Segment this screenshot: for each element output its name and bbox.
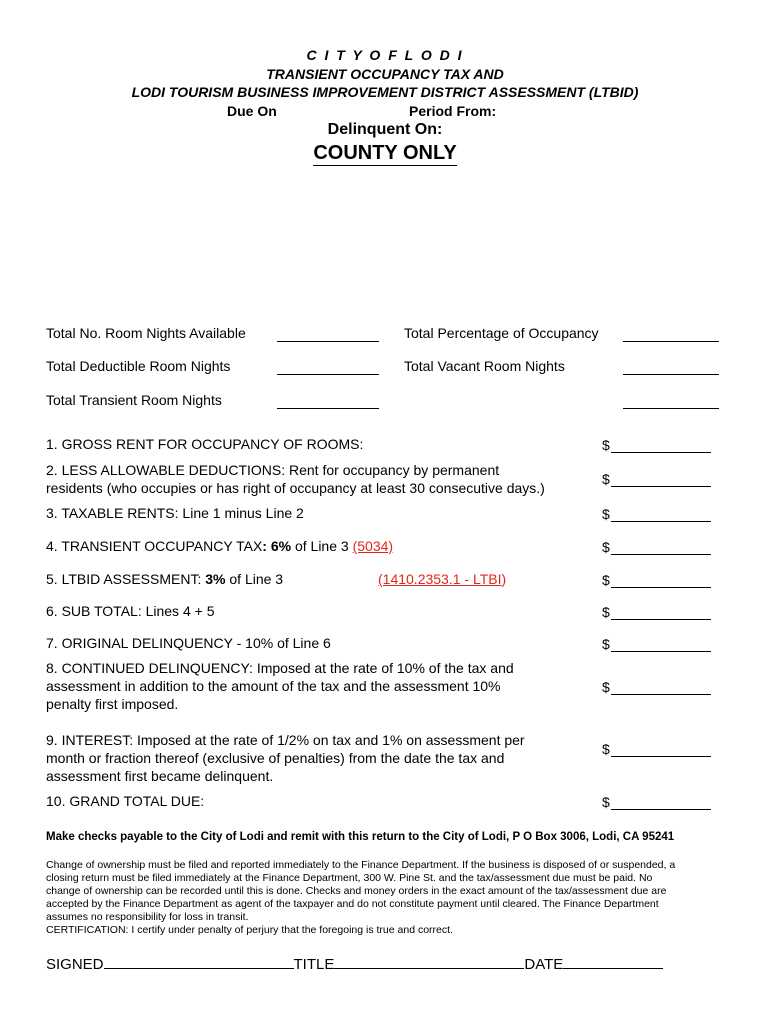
signed-label: SIGNED [46,956,104,973]
line-5-post: of Line 3 [225,571,284,587]
date-field[interactable] [563,954,663,969]
delinquent-on-label: Delinquent On: [327,121,443,138]
dollar-sign: $ [602,471,610,487]
notice-line-3: change of ownership can be recorded until this is done. Checks and money orders in the exact amount of the tax/assessment due are [46,885,667,897]
ownership-notice [46,859,726,937]
dollar-sign: $ [602,604,610,620]
line-7-label: 7. ORIGINAL DELINQUENCY - 10% of Line 6 [46,635,331,651]
line-4-post: of Line 3 [291,538,353,554]
line-3-label: 3. TAXABLE RENTS: Line 1 minus Line 2 [46,505,304,521]
notice-line-5: assumes no responsibility for loss in transit. [46,911,249,923]
line-5-pre: 5. LTBID ASSESSMENT: [46,571,206,587]
line-4-amount[interactable] [602,539,711,555]
line-1-amount[interactable] [602,437,711,453]
county-only-text: COUNTY ONLY [313,142,457,164]
line-9-label [46,731,525,785]
line-2-label [46,461,545,497]
transient-nights-label: Total Transient Room Nights [46,392,222,408]
line-8c-text: penalty first imposed. [46,696,179,712]
line-2-amount[interactable] [602,471,711,487]
pct-occupancy-label: Total Percentage of Occupancy [404,325,599,341]
line-5-label [46,570,283,588]
line-4-rate: : 6% [262,538,292,554]
signed-field[interactable] [104,954,294,969]
line-8a-text: 8. CONTINUED DELINQUENCY: Imposed at the rate of 10% of the tax and [46,660,514,676]
line-4-pre: 4. TRANSIENT OCCUPANCY TAX [46,538,263,554]
line-10-amount[interactable] [602,794,711,810]
deductible-nights-label: Total Deductible Room Nights [46,358,231,374]
line-8b-text: assessment in addition to the amount of the tax and the assessment 10% [46,678,501,694]
title-label: TITLE [293,956,335,973]
line-8-amount[interactable] [602,679,711,695]
transient-nights-field[interactable] [277,408,379,409]
dollar-sign: $ [602,679,610,695]
room-nights-available-label: Total No. Room Nights Available [46,325,246,341]
signature-row [46,954,663,973]
line-3-amount[interactable] [602,506,711,522]
line-8-label [46,659,514,713]
line-6-label: 6. SUB TOTAL: Lines 4 + 5 [46,603,215,619]
line-5-rate: 3% [205,571,226,587]
dollar-sign: $ [602,741,610,757]
certification: CERTIFICATION: I certify under penalty of perjury that the foregoing is true and correct. [46,924,453,936]
extra-field[interactable] [623,408,719,409]
line-5-amount[interactable] [602,572,711,588]
line-6-amount[interactable] [602,604,711,620]
notice-line-1: Change of ownership must be filed and reported immediately to the Finance Department. If the business is disposed of or suspended, a [46,859,676,871]
vacant-nights-field[interactable] [623,374,719,375]
line-9b-text: month or fraction thereof (exclusive of penalties) from the date the tax and [46,750,505,766]
line-5-code-text: (1410.2353.1 - LTBI [378,571,502,587]
vacant-nights-label: Total Vacant Room Nights [404,358,565,374]
county-only-heading [0,142,770,166]
city-title: C I T Y O F L O D I [306,47,464,63]
line-7-amount[interactable] [602,636,711,652]
line-4-code: (5034) [352,538,394,554]
room-nights-available-field[interactable] [277,341,379,342]
ltbid-title: LODI TOURISM BUSINESS IMPROVEMENT DISTRICT ASSESSMENT (LTBID) [131,84,639,100]
dollar-sign: $ [602,794,610,810]
line-10-label: 10. GRAND TOTAL DUE: [46,793,205,809]
line-2a-text: 2. LESS ALLOWABLE DEDUCTIONS: Rent for occupancy by permanent [46,462,500,478]
period-from-label: Period From: [409,103,497,119]
line-5-code [378,570,506,588]
line-1-label: 1. GROSS RENT FOR OCCUPANCY OF ROOMS: [46,436,364,452]
line-2b-text: residents (who occupies or has right of occupancy at least 30 consecutive days.) [46,480,545,496]
payment-instructions: Make checks payable to the City of Lodi and remit with this return to the City of Lodi, P O Box 3006, Lodi, CA 95241 [46,831,675,843]
deductible-nights-field[interactable] [277,374,379,375]
line-9c-text: assessment first became delinquent. [46,768,274,784]
title-field[interactable] [334,954,524,969]
dollar-sign: $ [602,437,610,453]
date-label: DATE [524,956,564,973]
due-on-label: Due On [227,103,277,119]
notice-line-4: accepted by the Finance Department as agent of the taxpayer and do not constitute payment until cleared. The Finance Department [46,898,659,910]
dollar-sign: $ [602,636,610,652]
line-4-label [46,537,393,555]
dollar-sign: $ [602,572,610,588]
tax-title: TRANSIENT OCCUPANCY TAX AND [266,66,504,82]
line-9a-text: 9. INTEREST: Imposed at the rate of 1/2% on tax and 1% on assessment per [46,732,525,748]
notice-line-2: closing return must be filed immediately at the Finance Department, 300 W. Pine St. and the tax/assessment due must be paid. No [46,872,653,884]
pct-occupancy-field[interactable] [623,341,719,342]
dollar-sign: $ [602,506,610,522]
line-5-code-close: ) [501,571,507,587]
dollar-sign: $ [602,539,610,555]
line-9-amount[interactable] [602,741,711,757]
